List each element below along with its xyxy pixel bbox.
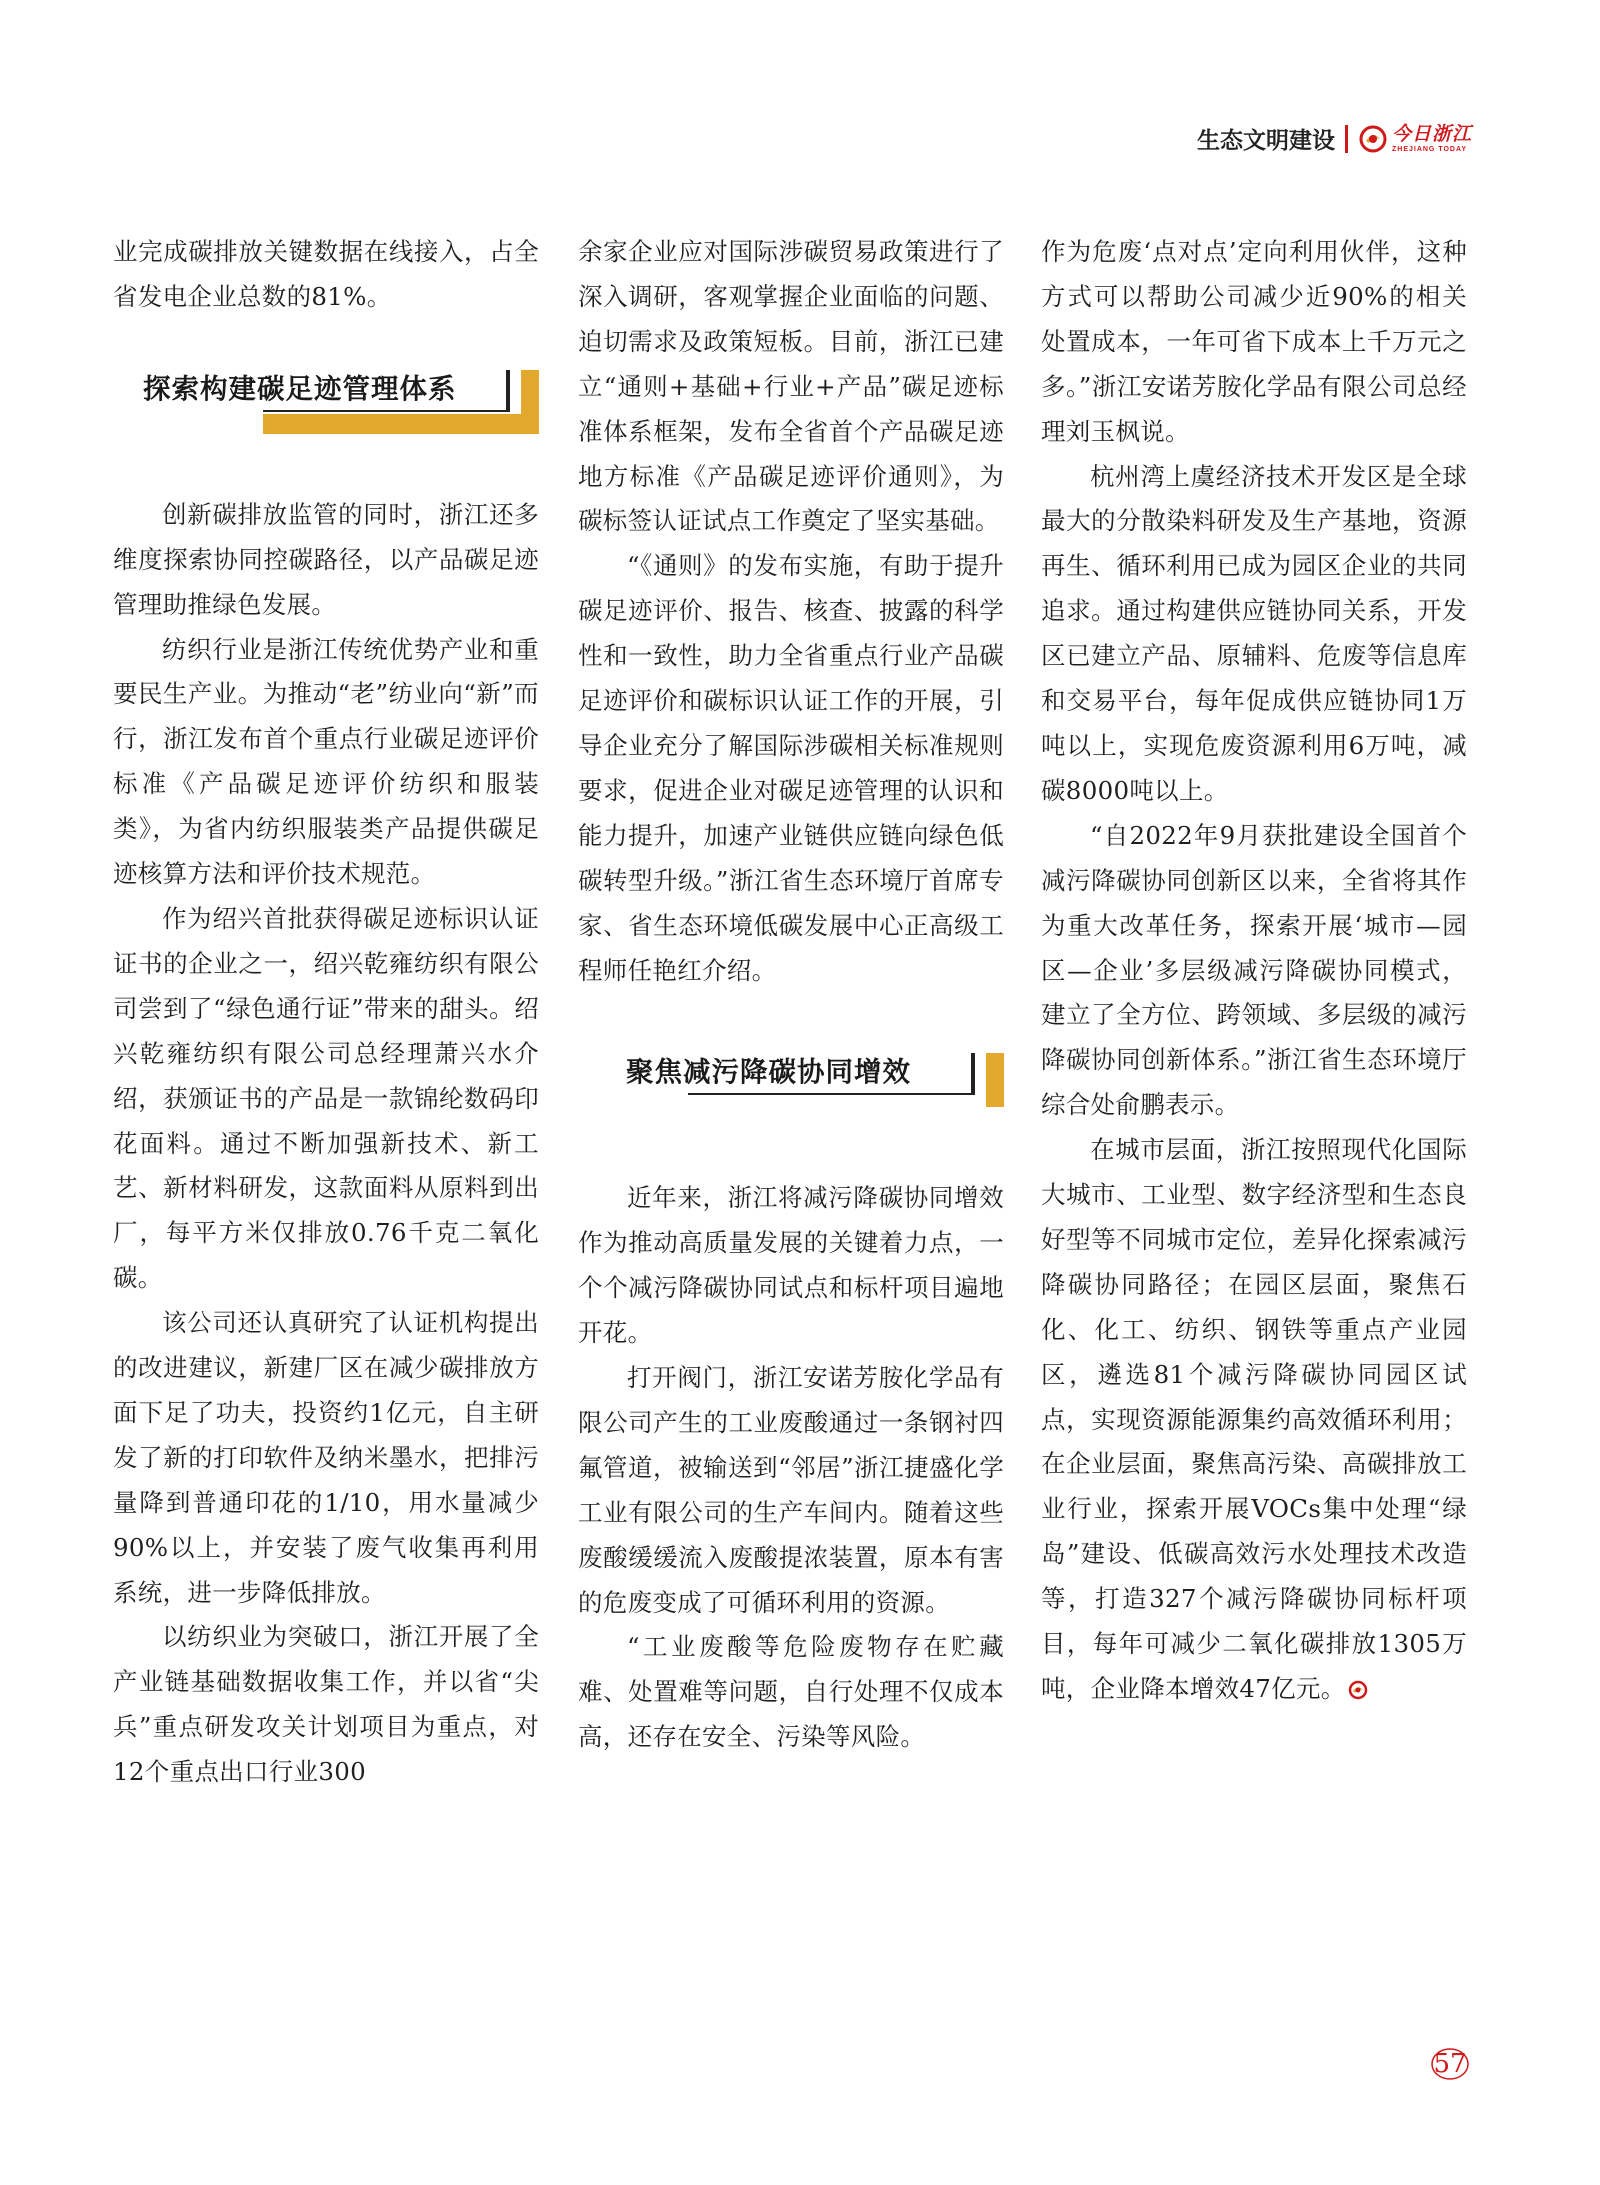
paragraph: 打开阀门，浙江安诺芳胺化学品有限公司产生的工业废酸通过一条钢衬四氟管道，被输送到“邻居”浙江捷盛化学工业有限公司的生产车间内。随着这些废酸缓缓流入废酸提浓装置，原本有害的危废变成了可循环利用的资源。 (578, 1363, 1004, 1617)
heading-underline (688, 1093, 975, 1095)
paragraph: “自2022年9月获批建设全国首个减污降碳协同创新区以来，全省将其作为重大改革任务，探索开展‘城市—园区—企业’多层级减污降碳协同模式，建立了全方位、跨领域、多层级的减污降碳协同创新体系。”浙江省生态环境厅综合处俞鹏表示。 (1041, 820, 1467, 1120)
paragraph: 近年来，浙江将减污降碳协同增效作为推动高质量发展的关键着力点，一个个减污降碳协同试点和标杆项目遍地开花。 (578, 1183, 1004, 1348)
paragraph: “工业废酸等危险废物存在贮藏难、处置难等问题，自行处理不仅成本高，还存在安全、污染等风险。 (578, 1632, 1004, 1752)
paragraph: 该公司还认真研究了认证机构提出的改进建议，新建厂区在减少碳排放方面下足了功夫，投资约1亿元，自主研发了新的打印软件及纳米墨水，把排污量降到普通印花的1/10，用水量减少90%以上，并安装了废气收集再利用系统，进一步降低排放。 (113, 1308, 539, 1607)
paragraph-text: 在城市层面，浙江按照现代化国际大城市、工业型、数字经济型和生态良好型等不同城市定位，差异化探索减污降碳协同路径；在园区层面，聚焦石化、化工、纺织、钢铁等重点产业园区，遴选81个减污降碳协同园区试点，实现资源能源集约高效循环利用；在企业层面，聚焦高污染、高碳排放工业行业，探索开展VOCs集中处理“绿岛”建设、低碳高效污水处理技术改造等，打造327个减污降碳协同标杆项目，每年可减少二氧化碳排放1305万吨，企业降本增效47亿元。 (1041, 1135, 1467, 1703)
section-heading-1 (113, 348, 539, 463)
heading-yellow-accent (986, 1053, 1004, 1107)
end-mark-icon (1348, 1680, 1368, 1700)
column-3 (1041, 230, 1467, 1712)
logo-english: ZHEJIANG TODAY (1391, 145, 1468, 153)
paragraph-final (1041, 1128, 1467, 1712)
column-1 (113, 230, 539, 1795)
column-2 (578, 230, 1004, 1760)
paragraph: 杭州湾上虞经济技术开发区是全球最大的分散染料研发及生产基地，资源再生、循环利用已成为园区企业的共同追求。通过构建供应链协同关系，开发区已建立产品、原辅料、危废等信息库和交易平台，每年促成供应链协同1万吨以上，实现危废资源利用6万吨，减碳8000吨以上。 (1041, 461, 1467, 805)
paragraph: 作为绍兴首批获得碳足迹标识认证证书的企业之一，绍兴乾雍纺织有限公司尝到了“绿色通行证”带来的甜头。绍兴乾雍纺织有限公司总经理萧兴水介绍，获颁证书的产品是一款锦纶数码印花面料。通过不断加强新技术、新工艺、新材料研发，这款面料从原料到出厂，每平方米仅排放0.76千克二氧化碳。 (113, 903, 539, 1293)
heading-text: 探索构建碳足迹管理体系 (143, 372, 457, 405)
paragraph: 业完成碳排放关键数据在线接入，占全省发电企业总数的81%。 (113, 237, 539, 311)
heading-vertical-line (506, 370, 510, 410)
paragraph: 作为危废‘点对点’定向利用伙伴，这种方式可以帮助公司减少近90%的相关处置成本，一年可省下成本上千万元之多。”浙江安诺芳胺化学品有限公司总经理刘玉枫说。 (1041, 237, 1467, 446)
paragraph: 纺织行业是浙江传统优势产业和重要民生产业。为推动“老”纺业向“新”而行，浙江发布首个重点行业碳足迹评价标准《产品碳足迹评价纺织和服装类》，为省内纺织服装类产品提供碳足迹核算方法和评价技术规范。 (113, 634, 539, 889)
logo-chinese: 今日浙江 (1391, 122, 1472, 145)
paragraph: 余家企业应对国际涉碳贸易政策进行了深入调研，客观掌握企业面临的问题、迫切需求及政策短板。目前，浙江已建立“通则+基础+行业+产品”碳足迹标准体系框架，发布全省首个产品碳足迹地方标准《产品碳足迹评价通则》，为碳标签认证试点工作奠定了坚实基础。 (578, 237, 1004, 536)
magazine-logo (1358, 124, 1472, 154)
heading-text: 聚焦减污降碳协同增效 (626, 1056, 911, 1089)
page-header (1197, 122, 1472, 155)
paragraph: 创新碳排放监管的同时，浙江还多维度探索协同控碳路径，以产品碳足迹管理助推绿色发展。 (113, 499, 539, 619)
heading-yellow-bar (263, 414, 539, 434)
heading-underline (263, 410, 510, 412)
paragraph: “《通则》的发布实施，有助于提升碳足迹评价、报告、核查、披露的科学性和一致性，助力全省重点行业产品碳足迹评价和碳标识认证工作的开展，引导企业充分了解国际涉碳相关标准规则要求，促进企业对碳足迹管理的认识和能力提升，加速产业链供应链向绿色低碳转型升级。”浙江省生态环境厅首席专家、省生态环境低碳发展中心正高级工程师任艳红介绍。 (578, 551, 1004, 985)
header-separator (1345, 125, 1348, 153)
section-label: 生态文明建设 (1196, 128, 1335, 154)
section-heading-2 (578, 1031, 1004, 1146)
page-number (1430, 2047, 1470, 2081)
page-number-text: 57 (1433, 2049, 1467, 2079)
heading-vertical-line (971, 1053, 975, 1093)
logo-swirl-icon (1358, 124, 1388, 154)
paragraph: 以纺织业为突破口，浙江开展了全产业链基础数据收集工作，并以省“尖兵”重点研发攻关计划项目为重点，对12个重点出口行业300 (113, 1622, 539, 1787)
